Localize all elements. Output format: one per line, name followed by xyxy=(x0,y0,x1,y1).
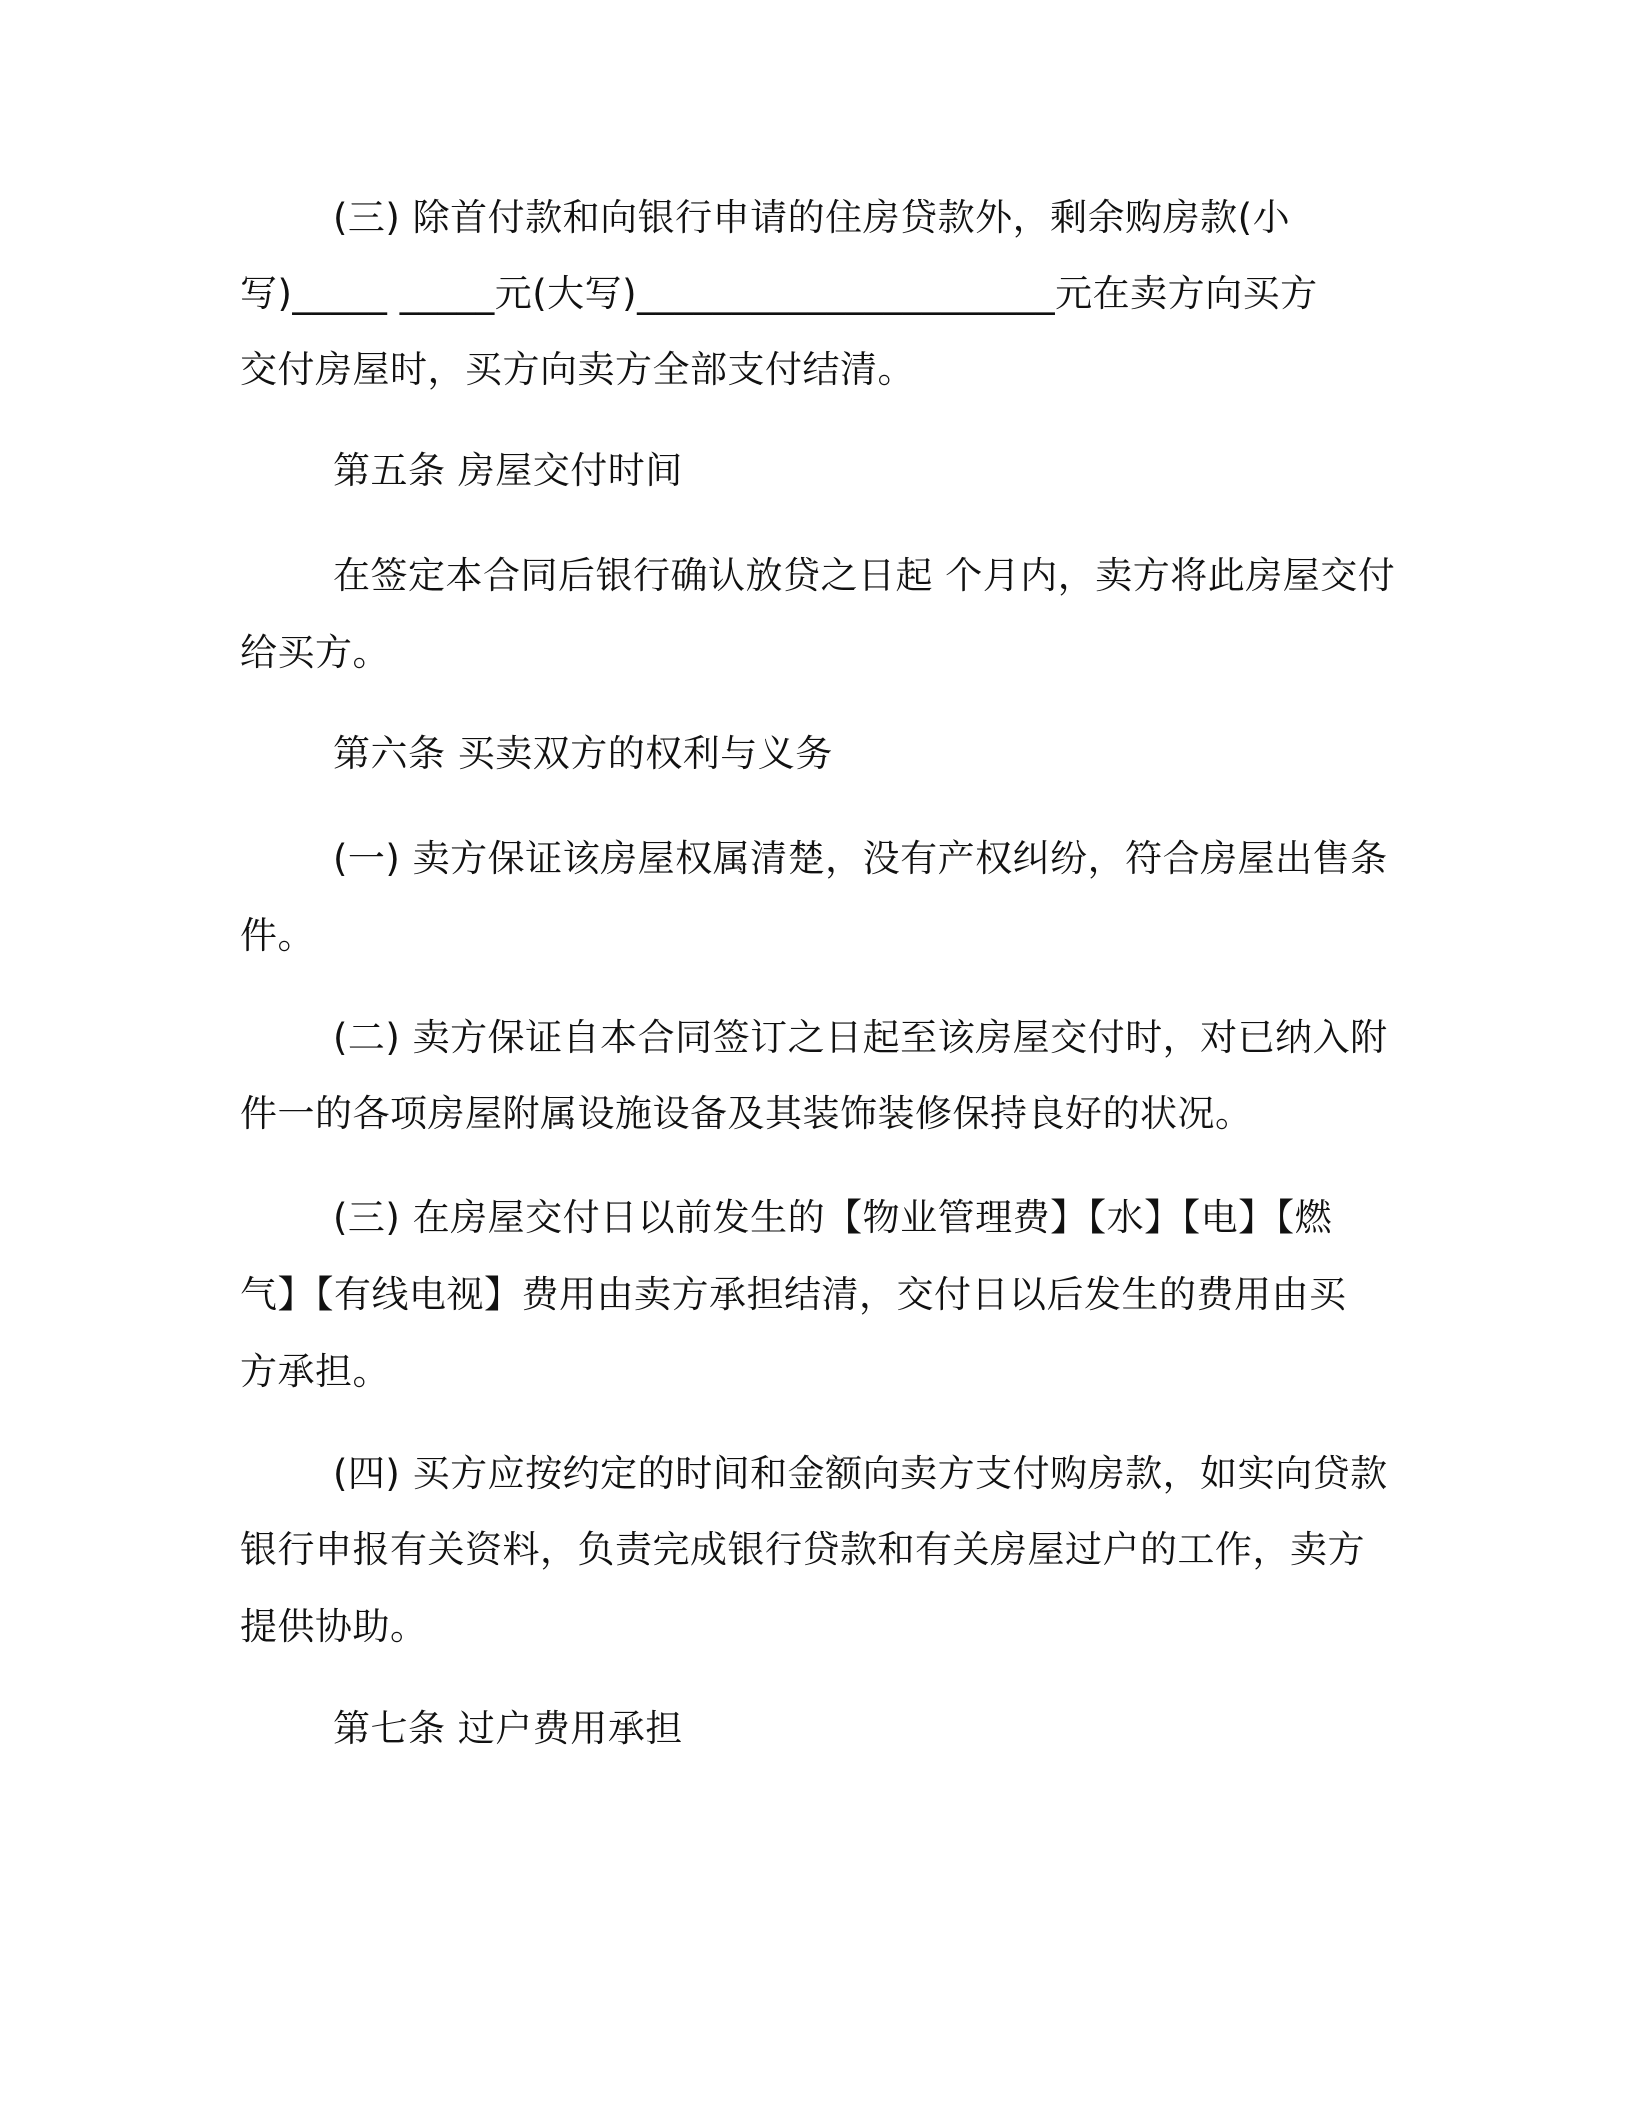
paragraph-3-line-1: (三) 除首付款和向银行申请的住房贷款外，剩余购房款(小 xyxy=(333,196,1291,239)
article-6-item-2-line-1: (二) 卖方保证自本合同签订之日起至该房屋交付时，对已纳入附 xyxy=(333,1016,1388,1059)
article-6-item-2-line-2: 件一的各项房屋附属设施设备及其装饰装修保持良好的状况。 xyxy=(240,1092,1253,1135)
article-7-heading: 第七条 过户费用承担 xyxy=(333,1707,683,1750)
article-5-heading: 第五条 房屋交付时间 xyxy=(333,449,683,492)
article-6-item-4-line-2: 银行申报有关资料，负责完成银行贷款和有关房屋过户的工作，卖方 xyxy=(240,1528,1365,1571)
article-6-item-3-line-2: 气】【有线电视】费用由卖方承担结清，交付日以后发生的费用由买 xyxy=(240,1273,1347,1316)
article-6-item-3-line-3: 方承担。 xyxy=(240,1350,390,1393)
article-5-text-line-2: 给买方。 xyxy=(240,631,390,674)
paragraph-3-line-2: 写)_____ _____元(大写)______________________元在卖方向买方 xyxy=(240,272,1318,315)
article-6-item-4-line-1: (四) 买方应按约定的时间和金额向卖方支付购房款，如实向贷款 xyxy=(333,1452,1388,1495)
article-6-item-1-line-2: 件。 xyxy=(240,914,315,957)
article-6-item-4-line-3: 提供协助。 xyxy=(240,1605,428,1648)
article-6-heading: 第六条 买卖双方的权利与义务 xyxy=(333,732,833,775)
paragraph-3-line-3: 交付房屋时，买方向卖方全部支付结清。 xyxy=(240,348,915,391)
article-5-text-line-1: 在签定本合同后银行确认放贷之日起 个月内，卖方将此房屋交付 xyxy=(333,554,1396,597)
article-6-item-3-line-1: (三) 在房屋交付日以前发生的【物业管理费】【水】【电】【燃 xyxy=(333,1196,1333,1239)
article-6-item-1-line-1: (一) 卖方保证该房屋权属清楚，没有产权纠纷，符合房屋出售条 xyxy=(333,837,1388,880)
